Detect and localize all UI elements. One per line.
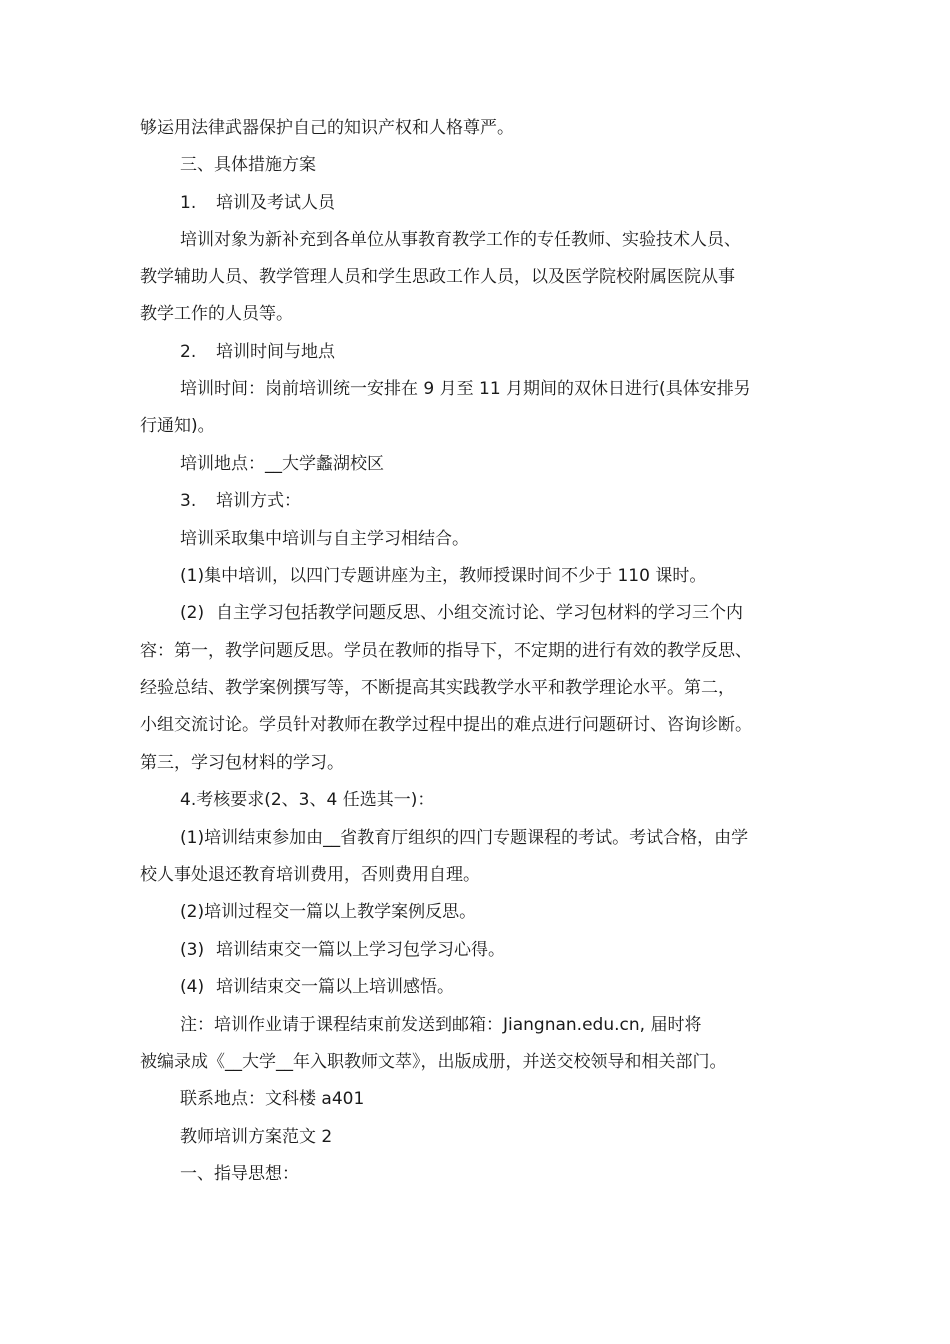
paragraph-line: 校人事处退还教育培训费用，否则费用自理。 <box>140 865 480 885</box>
list-item <box>180 601 743 625</box>
paragraph-line: 被编录成《__大学__年入职教师文萃》，出版成册，并送交校领导和相关部门。 <box>140 1052 727 1072</box>
subheading-text: 培训及考试人员 <box>216 193 335 213</box>
paragraph-line: 培训地点：__大学蠡湖校区 <box>180 454 384 474</box>
paragraph-line: 够运用法律武器保护自己的知识产权和人格尊严。 <box>140 118 514 138</box>
list-number: (3) <box>180 940 205 960</box>
paragraph-line: (1)集中培训，以四门专题讲座为主，教师授课时间不少于 110 课时。 <box>180 566 707 586</box>
list-item-text: 自主学习包括教学问题反思、小组交流讨论、学习包材料的学习三个内 <box>216 603 743 623</box>
paragraph-line: 教学工作的人员等。 <box>140 304 293 324</box>
list-number: 2. <box>180 342 197 362</box>
paragraph-line: 经验总结、教学案例撰写等，不断提高其实践教学水平和教学理论水平。第二， <box>140 678 735 698</box>
paragraph-line: 培训对象为新补充到各单位从事教育教学工作的专任教师、实验技术人员、 <box>180 230 741 250</box>
paragraph-line: 行通知)。 <box>140 416 215 436</box>
paragraph-line: 容：第一，教学问题反思。学员在教师的指导下，不定期的进行有效的教学反思、 <box>140 641 752 661</box>
paragraph-line: 教学辅助人员、教学管理人员和学生思政工作人员，以及医学院校附属医院从事 <box>140 267 735 287</box>
section-heading: 三、具体措施方案 <box>180 155 316 175</box>
list-item-text: 培训结束交一篇以上培训感悟。 <box>216 977 454 997</box>
list-number: (2) <box>180 603 205 623</box>
paragraph-line: 注：培训作业请于课程结束前发送到邮箱：Jiangnan.edu.cn, 届时将 <box>180 1015 702 1035</box>
paragraph-line: 4.考核要求(2、3、4 任选其一)： <box>180 790 435 810</box>
paragraph-line: 联系地点：文科楼 a401 <box>180 1089 365 1109</box>
subheading <box>180 489 301 513</box>
paragraph-line: 小组交流讨论。学员针对教师在教学过程中提出的难点进行问题研讨、咨询诊断。 <box>140 715 752 735</box>
section-heading: 一、指导思想： <box>180 1164 299 1184</box>
paragraph-line: 培训时间：岗前培训统一安排在 9 月至 11 月期间的双休日进行(具体安排另 <box>180 379 751 399</box>
list-item <box>180 975 454 999</box>
list-item <box>180 938 505 962</box>
paragraph-line: (1)培训结束参加由__省教育厅组织的四门专题课程的考试。考试合格，由学 <box>180 828 749 848</box>
section-title: 教师培训方案范文 2 <box>180 1127 333 1147</box>
paragraph-line: 培训采取集中培训与自主学习相结合。 <box>180 529 469 549</box>
list-number: (4) <box>180 977 205 997</box>
list-item-text: 培训结束交一篇以上学习包学习心得。 <box>216 940 505 960</box>
subheading-text: 培训时间与地点 <box>216 342 335 362</box>
subheading-text: 培训方式： <box>216 491 301 511</box>
list-number: 3. <box>180 491 197 511</box>
paragraph-line: (2)培训过程交一篇以上教学案例反思。 <box>180 902 477 922</box>
list-number: 1. <box>180 193 197 213</box>
subheading <box>180 340 335 364</box>
subheading <box>180 191 335 215</box>
paragraph-line: 第三，学习包材料的学习。 <box>140 753 344 773</box>
